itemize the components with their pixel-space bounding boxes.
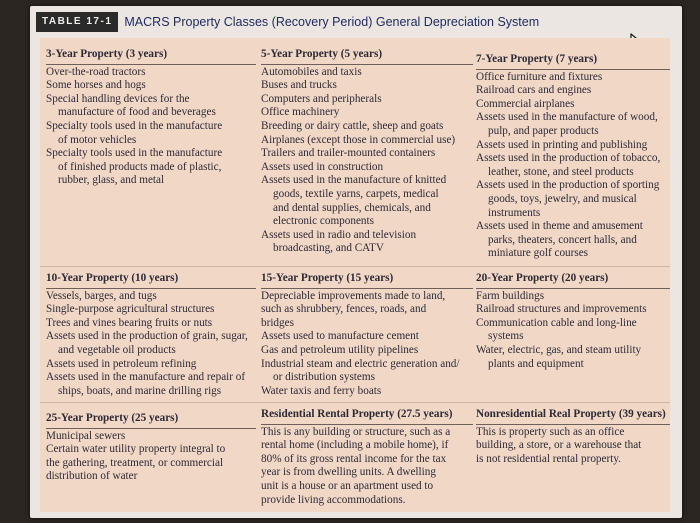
- cell-line: Single-purpose agricultural structures: [46, 303, 215, 316]
- cell-line: Computers and peripherals: [261, 92, 382, 105]
- cell-line: of motor vehicles: [58, 133, 137, 146]
- cell-5-year-property: [261, 48, 473, 256]
- cell-line: Assets used in radio and television: [261, 228, 417, 241]
- cell-line: Special handling devices for the: [46, 92, 190, 105]
- cell-line: such as shrubbery, fences, roads, and: [261, 303, 427, 316]
- cell-heading: 20-Year Property (20 years): [476, 272, 670, 289]
- cell-line: Assets used in theme and amusement: [476, 220, 643, 233]
- cell-line: Trees and vines bearing fruits or nuts: [46, 316, 213, 329]
- cell-line: and vegetable oil products: [58, 343, 176, 356]
- cell-line: Gas and petroleum utility pipelines: [261, 343, 419, 356]
- cell-line: 80% of its gross rental income for the tax: [261, 452, 447, 465]
- cell-line: Certain water utility property integral to: [46, 443, 226, 456]
- cell-heading: 25-Year Property (25 years): [46, 412, 256, 429]
- cell-line: Buses and trucks: [261, 79, 337, 92]
- cell-line: rubber, glass, and metal: [58, 174, 165, 187]
- cell-heading: 15-Year Property (15 years): [261, 272, 473, 289]
- cell-line: goods, textile yarns, carpets, medical: [273, 187, 439, 200]
- cell-line: building, a store, or a warehouse that: [476, 439, 642, 452]
- cell-line: Vessels, barges, and tugs: [46, 289, 157, 302]
- cell-line: Assets used to manufacture cement: [261, 330, 419, 343]
- table-header: [36, 10, 672, 34]
- cell-line: Water, electric, gas, and steam utility: [476, 343, 642, 356]
- cell-line: leather, stone, and steel products: [488, 165, 634, 178]
- cell-nonresidential-real-property: [476, 408, 670, 466]
- cell-line: Assets used in petroleum refining: [46, 357, 197, 370]
- cell-line: Assets used in the manufacture of knitted: [261, 174, 447, 187]
- cell-line: distribution of water: [46, 470, 138, 483]
- cell-line: Automobiles and taxis: [261, 65, 362, 78]
- cell-line: of finished products made of plastic,: [58, 160, 222, 173]
- cell-line: Farm buildings: [476, 289, 545, 302]
- cell-line: This is property such as an office: [476, 425, 625, 438]
- cell-3-year-property: [46, 48, 256, 188]
- cell-line: Communication cable and long-line: [476, 316, 637, 329]
- cell-line: Assets used in the production of sporting: [476, 179, 660, 192]
- cell-15-year-property: [261, 272, 473, 398]
- cell-line: Water taxis and ferry boats: [261, 384, 382, 397]
- row-divider: [40, 266, 670, 267]
- cell-line: electronic components: [273, 215, 374, 228]
- cell-line: Assets used in the production of grain, sugar,: [46, 330, 248, 343]
- cell-heading: 3-Year Property (3 years): [46, 48, 256, 65]
- cell-heading: Residential Rental Property (27.5 years): [261, 408, 473, 425]
- cell-line: Assets used in printing and publishing: [476, 138, 648, 151]
- cell-line: Assets used in construction: [261, 160, 384, 173]
- cell-heading: 5-Year Property (5 years): [261, 48, 473, 65]
- cell-line: Specialty tools used in the manufacture: [46, 119, 223, 132]
- cell-line: Some horses and hogs: [46, 79, 146, 92]
- cell-line: rental home (including a mobile home), if: [261, 439, 449, 452]
- cell-line: Assets used in the manufacture of wood,: [476, 111, 658, 124]
- cell-line: Industrial steam and electric generation and/: [261, 357, 460, 370]
- cell-line: Depreciable improvements made to land,: [261, 289, 446, 302]
- cell-line: Railroad structures and improvements: [476, 303, 647, 316]
- cell-line: and dental supplies, chemicals, and: [273, 201, 431, 214]
- cell-line: Office furniture and fixtures: [476, 70, 603, 83]
- cell-residential-rental-property: [261, 408, 473, 507]
- cell-line: unit is a house or an apartment used to: [261, 479, 434, 492]
- cell-line: Office machinery: [261, 106, 340, 119]
- cell-heading: Nonresidential Real Property (39 years): [476, 408, 670, 425]
- cell-10-year-property: [46, 272, 256, 398]
- cell-line: instruments: [488, 206, 541, 219]
- cell-line: provide living accommodations.: [261, 493, 406, 506]
- cell-line: broadcasting, and CATV: [273, 242, 384, 255]
- cell-line: or distribution systems: [273, 371, 375, 384]
- cell-heading: 10-Year Property (10 years): [46, 272, 256, 289]
- cell-line: Assets used in the manufacture and repair of: [46, 371, 246, 384]
- cell-line: year is from dwelling units. A dwelling: [261, 466, 436, 479]
- cell-line: Municipal sewers: [46, 429, 126, 442]
- cell-line: systems: [488, 330, 524, 343]
- cell-line: This is any building or structure, such as a: [261, 425, 451, 438]
- cell-line: plants and equipment: [488, 357, 584, 370]
- cell-line: Railroad cars and engines: [476, 84, 592, 97]
- table-title: MACRS Property Classes (Recovery Period) General Depreciation System: [124, 15, 540, 29]
- table-number-badge: TABLE 17-1: [36, 12, 118, 32]
- cell-line: the gathering, treatment, or commercial: [46, 456, 224, 469]
- row-divider: [40, 402, 670, 403]
- textbook-page: [30, 6, 682, 518]
- cell-line: Breeding or dairy cattle, sheep and goats: [261, 119, 444, 132]
- cell-line: Airplanes (except those in commercial use): [261, 133, 456, 146]
- cell-line: parks, theaters, concert halls, and: [488, 233, 637, 246]
- cell-line: Trailers and trailer-mounted containers: [261, 147, 436, 160]
- cell-line: bridges: [261, 316, 294, 329]
- cell-line: manufacture of food and beverages: [58, 106, 216, 119]
- cell-line: Specialty tools used in the manufacture: [46, 147, 223, 160]
- cell-line: pulp, and paper products: [488, 124, 599, 137]
- cell-line: goods, toys, jewelry, and musical: [488, 192, 637, 205]
- cell-line: miniature golf courses: [488, 247, 589, 260]
- cell-7-year-property: [476, 53, 670, 261]
- cell-line: ships, boats, and marine drilling rigs: [58, 384, 222, 397]
- cell-line: Over-the-road tractors: [46, 65, 146, 78]
- cell-line: is not residential rental property.: [476, 452, 621, 465]
- cell-heading: 7-Year Property (7 years): [476, 53, 670, 70]
- macrs-property-table: [40, 38, 670, 512]
- cell-20-year-property: [476, 272, 670, 371]
- cell-line: Assets used in the production of tobacco,: [476, 152, 661, 165]
- cell-line: Commercial airplanes: [476, 97, 575, 110]
- cell-25-year-property: [46, 412, 256, 484]
